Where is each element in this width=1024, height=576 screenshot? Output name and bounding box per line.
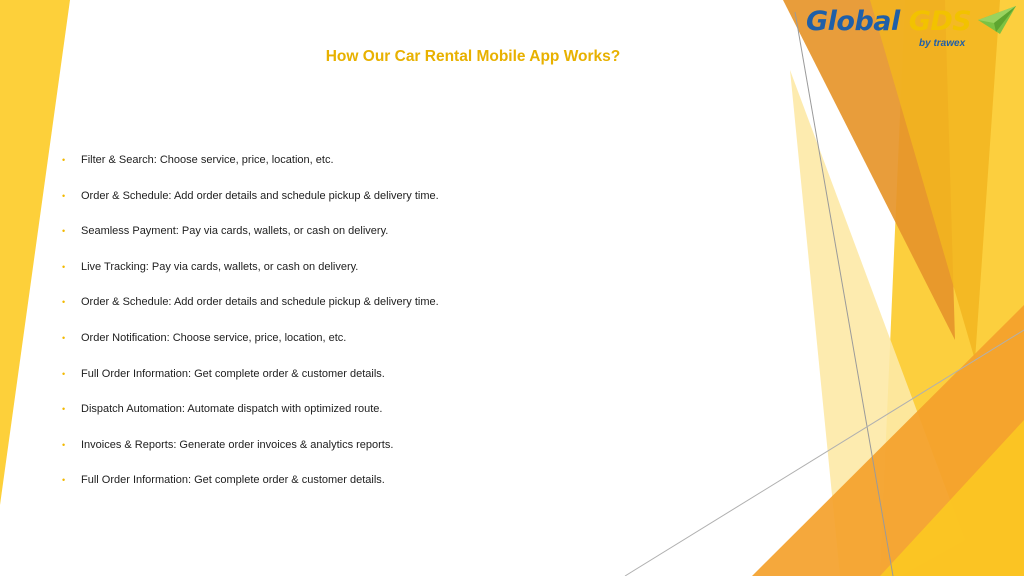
bullet-item bbox=[62, 402, 439, 438]
bullet-item bbox=[62, 367, 439, 403]
bullet-item bbox=[62, 473, 439, 509]
paper-plane-icon bbox=[976, 4, 1018, 38]
bullet-list bbox=[62, 153, 439, 509]
bullet-item bbox=[62, 295, 439, 331]
bullet-dot-icon: • bbox=[62, 190, 66, 201]
bullet-text: Live Tracking: Pay via cards, wallets, or cash on delivery. bbox=[81, 260, 359, 273]
bullet-text: Full Order Information: Get complete order & customer details. bbox=[81, 367, 385, 380]
bullet-text: Invoices & Reports: Generate order invoices & analytics reports. bbox=[81, 438, 394, 451]
bullet-dot-icon: • bbox=[62, 155, 66, 165]
logo-tagline: by trawex bbox=[919, 38, 966, 49]
left-yellow-band bbox=[0, 0, 70, 505]
bullet-dot-icon: • bbox=[62, 439, 66, 450]
bullet-text: Seamless Payment: Pay via cards, wallets, or cash on delivery. bbox=[81, 225, 389, 238]
bullet-text: Order Notification: Choose service, price, location, etc. bbox=[81, 331, 347, 344]
bullet-dot-icon: • bbox=[62, 332, 66, 343]
slide-title: How Our Car Rental Mobile App Works? bbox=[325, 48, 621, 65]
bullet-text: Filter & Search: Choose service, price, location, etc. bbox=[81, 154, 334, 166]
logo-global-text: Global bbox=[806, 6, 900, 37]
bullet-text: Full Order Information: Get complete order & customer details. bbox=[81, 474, 385, 487]
bullet-item bbox=[62, 331, 439, 367]
bullet-dot-icon: • bbox=[62, 368, 66, 379]
bullet-item bbox=[62, 260, 439, 296]
bullet-dot-icon: • bbox=[62, 226, 66, 237]
logo-gds-text: GDS bbox=[908, 6, 972, 37]
bullet-item bbox=[62, 438, 439, 474]
bullet-dot-icon: • bbox=[62, 261, 66, 272]
bullet-text: Order & Schedule: Add order details and schedule pickup & delivery time. bbox=[81, 296, 439, 309]
bullet-dot-icon: • bbox=[62, 297, 66, 308]
logo-wordmark bbox=[806, 6, 971, 37]
bullet-dot-icon: • bbox=[62, 404, 66, 415]
bullet-text: Order & Schedule: Add order details and schedule pickup & delivery time. bbox=[81, 189, 439, 202]
brand-logo bbox=[806, 4, 1018, 54]
bullet-item bbox=[62, 189, 439, 225]
bullet-item bbox=[62, 224, 439, 260]
bullet-text: Dispatch Automation: Automate dispatch with optimized route. bbox=[81, 403, 383, 416]
bullet-dot-icon: • bbox=[62, 475, 66, 486]
bullet-item bbox=[62, 153, 439, 189]
